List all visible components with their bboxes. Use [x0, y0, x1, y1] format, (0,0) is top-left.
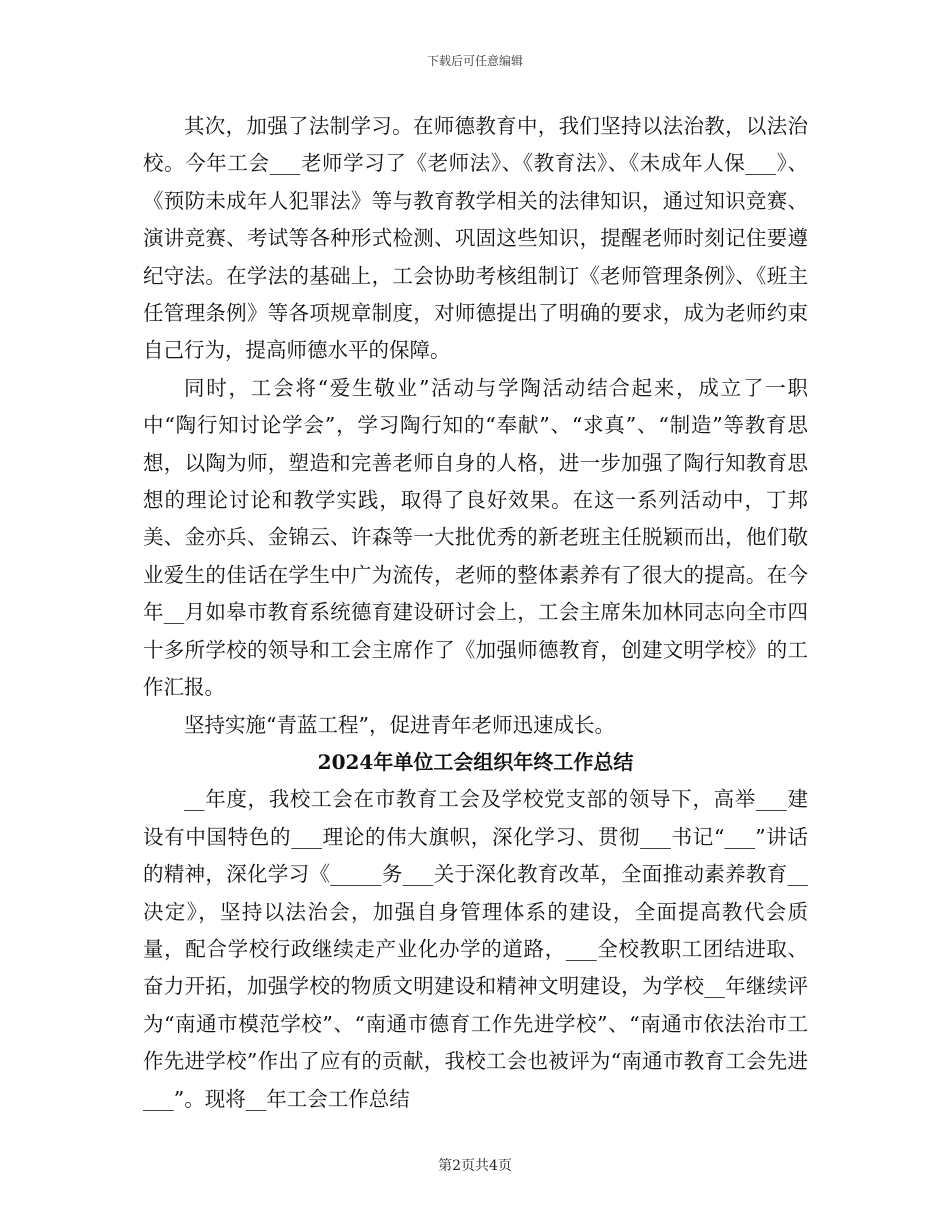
section-title: 2024年单位工会组织年终工作总结: [317, 749, 634, 774]
paragraph-qinglan-project: 坚持实施“青蓝工程”，促进青年老师迅速成长。: [184, 712, 615, 737]
page-header: 下载后可任意编辑: [426, 54, 523, 68]
paragraph-annual-summary: __年度，我校工会在市教育工会及学校党支部的领导下，高举___建设有中国特色的___理论的伟大旗帜，深化学习、贯彻___书记“___”讲话的精神，深化学习《_____务___关于深化教育改革，全面推动素养教育__决定》，坚持以法治会，加强自身管理体系的建设，全面提高教代会质量，配合学校行政继续走产业化办学的道路，___全校教职工团结进取、奋力开拓，加强学校的物质文明建设和精神文明建设，为学校__年继续评为“南通市模范学校”、“南通市德育工作先进学校”、“南通市依法治市工作先进学校”作出了应有的贡献，我校工会也被评为“南通市教育工会先进___”。现将__年工会工作总结: [143, 787, 808, 1111]
paragraph-tao-xingzhi: 同时，工会将“爱生敬业”活动与学陶活动结合起来，成立了一职中“陶行知讨论学会”，学习陶行知的“奉献”、“求真”、“制造”等教育思想，以陶为师，塑造和完善老师自身的人格，进一步加强了陶行知教育思想的理论讨论和教学实践，取得了良好效果。在这一系列活动中，丁邦美、金亦兵、金锦云、许森等一大批优秀的新老班主任脱颖而出，他们敬业爱生的佳话在学生中广为流传，老师的整体素养有了很大的提高。在今年__月如皋市教育系统德育建设研讨会上，工会主席朱加林同志向全市四十多所学校的领导和工会主席作了《加强师德教育，创建文明学校》的工作汇报。: [143, 375, 808, 700]
page-footer: 第2页共4页: [438, 1158, 512, 1174]
paragraph-legal-study: 其次，加强了法制学习。在师德教育中，我们坚持以法治教，以法治校。今年工会___老师学习了《老师法》、《教育法》、《未成年人保___》、《预防未成年人犯罪法》等与教育教学相关的法律知识，通过知识竞赛、演讲竞赛、考试等各种形式检测、巩固这些知识，提醒老师时刻记住要遵纪守法。在学法的基础上，工会协助考核组制订《老师管理条例》、《班主任管理条例》等各项规章制度，对师德提出了明确的要求，成为老师约束自己行为，提高师德水平的保障。: [143, 114, 808, 363]
document-body: [143, 108, 808, 1118]
